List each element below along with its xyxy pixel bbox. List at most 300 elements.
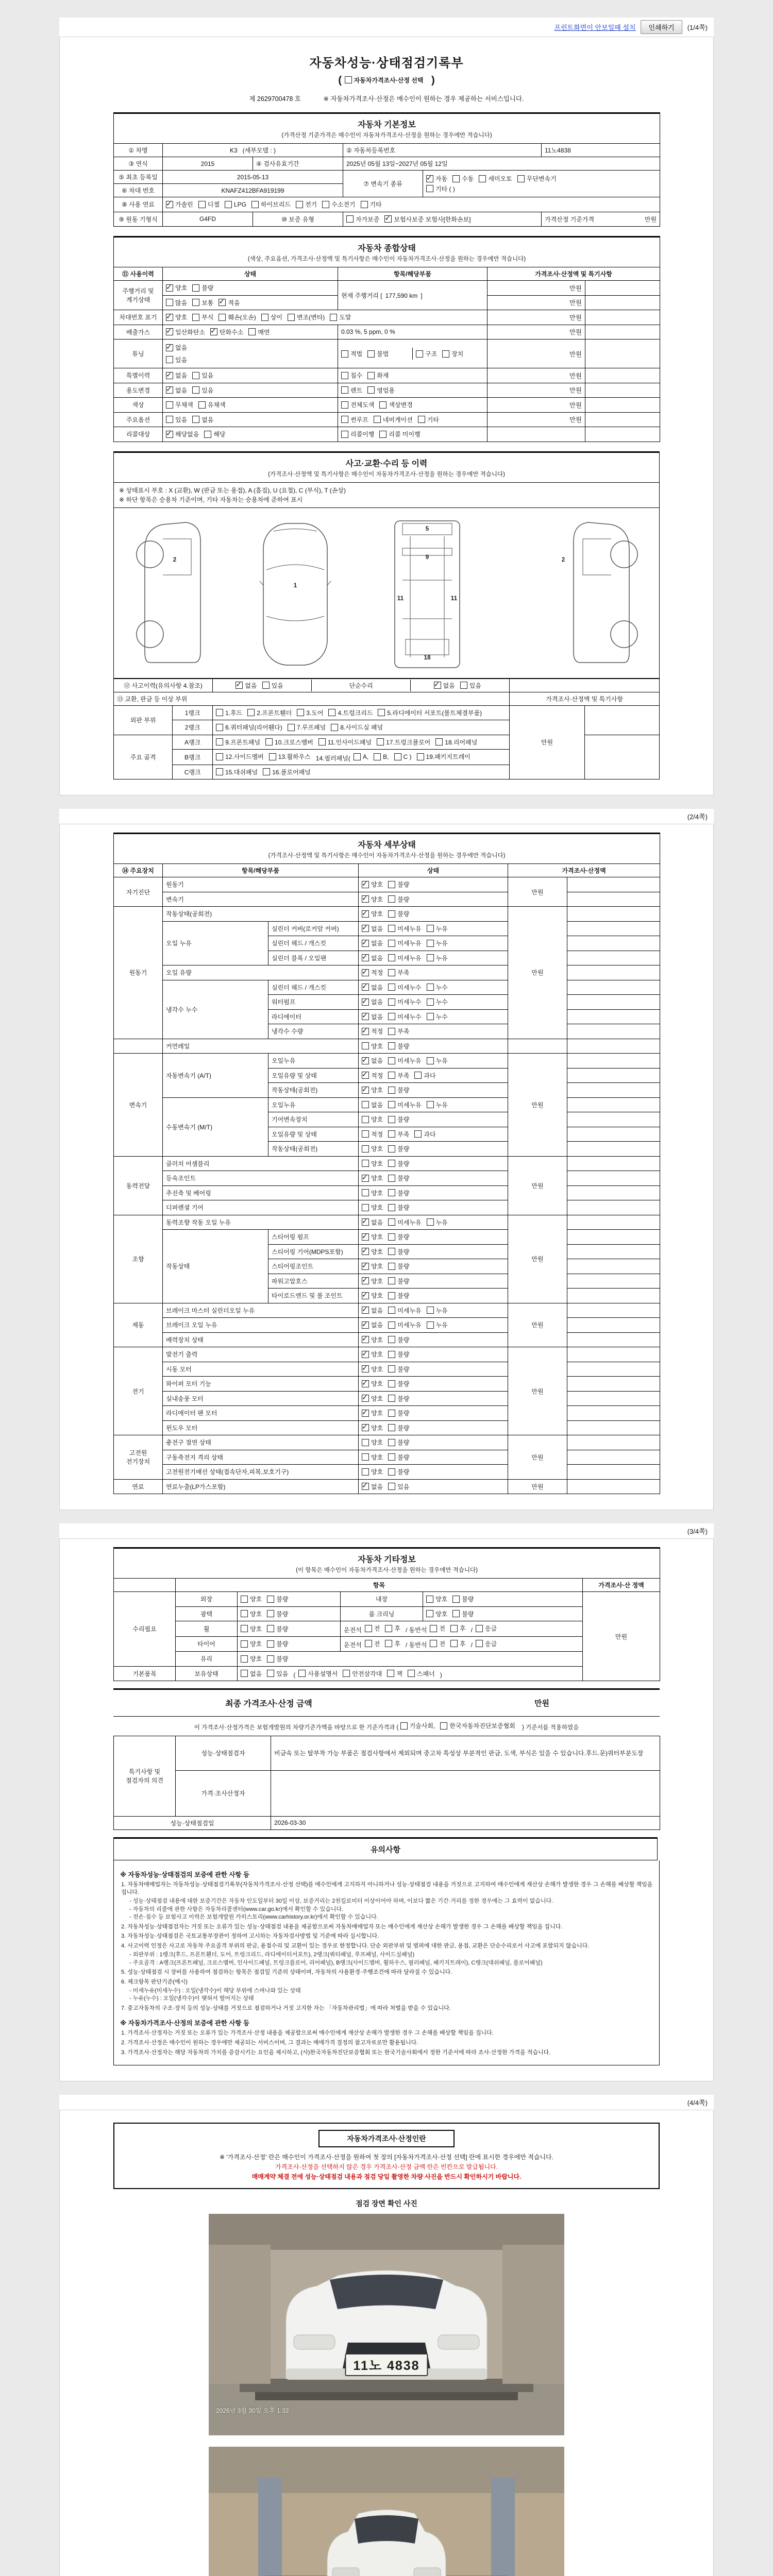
brake-3-state <box>359 1332 508 1347</box>
checkbox-option <box>414 1071 435 1080</box>
checkbox-label: 16.플로어패널 <box>272 768 311 776</box>
toolbar <box>59 18 714 37</box>
checkbox-label: 응급 <box>484 1625 497 1632</box>
checkbox-label: 양호 <box>371 1277 383 1285</box>
color-state <box>163 398 338 413</box>
unchecked-box-icon <box>426 1610 433 1617</box>
checked-box-icon <box>362 1013 369 1020</box>
checkbox-label: 불량 <box>397 1145 410 1153</box>
checkbox-label: 11.인사이드패널 <box>327 738 372 746</box>
emission-label: 배출가스 <box>114 325 163 340</box>
unchecked-box-icon <box>261 314 268 321</box>
page-marker-3: (3/4쪽) <box>687 1528 708 1535</box>
checkbox-option <box>362 1379 383 1388</box>
checkbox-label: 양호 <box>371 1365 383 1373</box>
checkbox-label: 없음 <box>371 954 383 962</box>
electric-remark-2 <box>567 1362 660 1377</box>
checkbox-label: 7.루프패널 <box>296 724 326 731</box>
overall-title: 자동차 종합상태 <box>114 237 660 255</box>
checkbox-option <box>388 1350 409 1359</box>
col-use-history: ⑪ 사용이력 <box>114 267 163 281</box>
checkbox-option <box>341 349 362 358</box>
oil-leak-1: 실린더 커버(로커암 커버) <box>268 921 359 936</box>
checkbox-option <box>452 1609 474 1618</box>
checkbox-label: 해당 <box>213 431 226 438</box>
checkbox-label: 구조 <box>425 350 438 358</box>
unchecked-box-icon <box>427 1013 434 1020</box>
power-4: 디퍼렌셜 기어 <box>163 1200 359 1215</box>
checkbox-label: 미세누유 <box>397 1057 422 1064</box>
checkbox-option <box>267 1669 288 1678</box>
checkbox-option <box>198 200 220 209</box>
electric-2-state <box>359 1362 508 1377</box>
rankB-label: B랭크 <box>173 750 213 765</box>
coolant-3: 라디에이터 <box>268 1009 359 1024</box>
checkbox-option <box>362 1365 383 1374</box>
checked-box-icon <box>166 431 173 438</box>
assessor-line-1: ※ '가격조사·산정' 란은 매수인이 가격조사·산정을 원하여 첫 장의 [자동차가격조사·산정 선택] 란에 표시한 경우에만 적습니다. <box>220 2153 553 2161</box>
checkbox-label: 양호 <box>371 910 383 918</box>
checkbox-option <box>427 939 448 947</box>
checkbox-option <box>362 997 383 1006</box>
tuning-detail <box>338 340 488 368</box>
checkbox-option <box>427 954 448 962</box>
unchecked-box-icon <box>388 1145 395 1153</box>
checkbox-option <box>426 1595 447 1603</box>
repair-wheel-detail <box>341 1621 583 1637</box>
checkbox-label: 무채색 <box>175 401 193 409</box>
checkbox-label: 전 <box>439 1640 446 1648</box>
checkbox-option <box>418 415 439 424</box>
checkbox-label: 자동 <box>435 175 448 182</box>
accident-history-cells <box>213 679 510 692</box>
hv-price: 만원 <box>508 1435 567 1480</box>
repair-wheel-label: 휠 <box>176 1621 238 1637</box>
assessor-notice-box <box>113 2123 660 2190</box>
usage-change-kind <box>338 383 488 398</box>
checkbox-label: 양호 <box>435 1596 448 1603</box>
steer-remark-2 <box>567 1230 660 1245</box>
unchecked-box-icon <box>269 753 276 760</box>
unchecked-box-icon <box>328 709 335 716</box>
engine-remark-8 <box>567 1009 660 1024</box>
basic-items-label: 기본품목 <box>114 1666 176 1681</box>
power-1-state <box>359 1156 508 1171</box>
checkbox-option <box>388 1365 409 1374</box>
checkbox-label: 있음 <box>276 1670 289 1677</box>
checkbox-label: 없음 <box>371 925 383 933</box>
inspector-opinion-text: 비금속 또는 탈부착 가능 부품은 점검사항에서 제외되며 중고차 특성상 부분적인 판금, 도색, 부식은 있을 수 있습니다.후드.문)쿼터부분도장 <box>271 1736 660 1770</box>
unchecked-box-icon <box>216 768 223 775</box>
subtitle-close-paren: ) <box>431 75 435 86</box>
unchecked-box-icon <box>388 1483 395 1490</box>
checkbox-option <box>362 1394 383 1403</box>
unchecked-box-icon <box>192 386 199 394</box>
checkbox-label: 양호 <box>371 1336 383 1344</box>
trans-remark-1 <box>567 1054 660 1069</box>
tuning-price: 만원 <box>488 340 585 368</box>
unchecked-box-icon <box>388 910 395 918</box>
inline-text: 운전석 <box>344 1626 362 1634</box>
checkbox-label: 미세누유 <box>397 1307 422 1314</box>
simple-repair-state <box>410 680 509 691</box>
checked-box-icon <box>362 1365 369 1372</box>
unchecked-box-icon <box>388 1468 395 1476</box>
selfdiag-trans: 변속기 <box>163 892 359 907</box>
checkbox-option <box>362 1350 383 1359</box>
transmission-options <box>423 171 660 197</box>
inspect-date-label: 성능·상태점검일 <box>114 1816 271 1829</box>
checkbox-option <box>362 1086 383 1094</box>
unchecked-box-icon <box>388 1307 395 1314</box>
checkbox-label: 불량 <box>462 1596 474 1603</box>
rank1-items <box>213 705 510 720</box>
checkbox-option <box>479 174 512 183</box>
checkbox-option <box>385 1624 400 1633</box>
checkbox-option <box>341 400 374 409</box>
checkbox-label: 불량 <box>397 1292 410 1299</box>
unchecked-box-icon <box>379 401 386 409</box>
steer-remark-3 <box>567 1244 660 1259</box>
checkbox-option <box>388 1453 409 1462</box>
checkbox-option <box>408 1669 435 1678</box>
checkbox-label: 불량 <box>397 910 410 918</box>
checkbox-option <box>435 738 477 747</box>
checkbox-label: 있음 <box>175 416 188 423</box>
checkbox-label: 전 <box>374 1640 380 1648</box>
checkbox-option <box>427 1320 448 1329</box>
at-1: 오일누유 <box>268 1054 359 1069</box>
mileage-current <box>338 281 488 310</box>
checkbox-option <box>166 400 193 409</box>
accident-code-notes <box>114 482 660 507</box>
power-2-state <box>359 1171 508 1186</box>
inline-text: / <box>470 1626 473 1634</box>
vin-mark-label: 차대번호 표기 <box>114 310 163 325</box>
unchecked-box-icon <box>435 738 443 745</box>
checkbox-label: 사용설명서 <box>308 1670 338 1677</box>
unchecked-box-icon <box>241 1596 248 1603</box>
checkbox-label: 적정 <box>371 969 383 976</box>
checkbox-option <box>362 1100 383 1109</box>
electric-remark-3 <box>567 1377 660 1392</box>
repair-tire-detail <box>341 1636 583 1652</box>
steer-6-state <box>359 1289 508 1303</box>
inline-text: / 동반석 <box>405 1626 427 1634</box>
checked-box-icon <box>362 1263 369 1270</box>
checkbox-label: 불량 <box>397 1189 410 1197</box>
checkbox-option <box>374 415 413 424</box>
checkbox-option <box>388 1056 421 1065</box>
repair-label: 수리필요 <box>114 1592 176 1667</box>
unchecked-box-icon <box>450 1640 458 1647</box>
checkbox-label: 6.쿼터패널(리어휀다) <box>225 724 282 731</box>
checkbox-label: 과다 <box>424 1072 436 1079</box>
unchecked-box-icon <box>388 881 395 888</box>
photo-front-illustration <box>209 2214 564 2435</box>
engine-type-value: G4FD <box>163 212 253 227</box>
checkbox-label: 불량 <box>276 1596 289 1603</box>
engine-label: 원동기 <box>114 907 163 1039</box>
unchecked-box-icon <box>408 1670 415 1677</box>
usage-change-state <box>163 383 338 398</box>
checkbox-label: 네비게이션 <box>382 416 413 423</box>
checked-box-icon <box>362 910 369 918</box>
mileage-remark-1 <box>585 281 660 296</box>
print-install-link[interactable]: 프린트화면이 안보일때 설치 <box>554 24 636 31</box>
checkbox-label: 불량 <box>462 1610 474 1618</box>
checkbox-option <box>241 1639 262 1648</box>
unchecked-box-icon <box>388 1175 395 1182</box>
checkbox-option <box>362 983 383 992</box>
checkbox-option <box>298 1669 338 1678</box>
checkbox-label: 불량 <box>397 1424 410 1432</box>
checked-box-icon <box>362 940 369 947</box>
notice-section-header: ※ 자동차성능·상태점검의 보증에 관한 사항 등 <box>120 1871 250 1878</box>
electric-5: 라디에이터 팬 모터 <box>163 1406 359 1421</box>
color-price: 만원 <box>488 398 585 413</box>
checkbox-option <box>362 968 383 977</box>
checkbox-option <box>388 954 421 962</box>
subtitle-open-paren: ( <box>338 75 342 86</box>
checkbox-option <box>387 1669 402 1678</box>
oil-leak-2-state <box>359 936 508 951</box>
checkbox-option <box>388 1320 421 1329</box>
mileage-price-2: 만원 <box>488 295 585 310</box>
print-preview-canvas <box>0 18 773 2576</box>
checkbox-option <box>388 909 409 918</box>
coolant-2-state <box>359 995 508 1010</box>
checkbox-label: 자동차가격조사·산정 선택 <box>354 76 424 84</box>
unchecked-box-icon <box>241 1670 248 1677</box>
notice-body <box>113 1860 660 2065</box>
checkbox-label: 누유 <box>435 954 448 962</box>
checkbox-label: 없음 <box>371 1218 383 1226</box>
checkbox-label: 양호 <box>371 1233 383 1241</box>
basic-info-note: (가격산정 기준가격은 매수인이 자동차가격조사·산정을 원하는 경우에만 적습니다) <box>114 131 660 144</box>
checkbox-label: 8.사이드실 패널 <box>340 724 383 731</box>
unchecked-box-icon <box>362 1116 369 1123</box>
brake-1: 브레이크 마스터 실린더오일 누유 <box>163 1303 359 1318</box>
steer-2-state <box>359 1230 508 1245</box>
hv-3: 고전원전기배선 상태(접속단자,피복,보호기구) <box>163 1465 359 1480</box>
engine-price: 만원 <box>508 907 567 1039</box>
checkbox-label: 리콜 미이행 <box>389 431 421 438</box>
checkbox-label: 불법 <box>377 350 389 358</box>
vin-mark-remark <box>585 310 660 325</box>
unchecked-box-icon <box>388 1321 395 1329</box>
unchecked-box-icon <box>331 724 338 731</box>
checkbox-label: 양호 <box>371 1263 383 1270</box>
checked-box-icon <box>362 1028 369 1035</box>
trans-price: 만원 <box>508 1054 567 1157</box>
page-3 <box>59 1538 714 2081</box>
print-button[interactable]: 인쇄하기 <box>641 20 682 34</box>
unchecked-box-icon <box>362 1439 369 1446</box>
unchecked-box-icon <box>388 1248 395 1255</box>
checkbox-option <box>265 738 313 747</box>
unchecked-box-icon <box>388 998 395 1006</box>
unchecked-box-icon <box>418 416 425 423</box>
unchecked-box-icon <box>361 201 368 208</box>
checkbox-label: 불량 <box>397 1351 410 1358</box>
unchecked-box-icon <box>430 1640 437 1647</box>
repair-glass-label: 유리 <box>176 1652 238 1667</box>
checkbox-label: 미세누유 <box>397 1218 422 1226</box>
checkbox-label: 일산화탄소 <box>175 328 205 336</box>
at-1-state <box>359 1054 508 1069</box>
car-name-label: ① 차명 <box>114 144 163 157</box>
notice-item: 3. 자동차성능·상태점검은 국토교통부장관이 정하여 고시하는 자동차검사방법 및 기준에 따라 실시합니다. <box>121 1933 379 1940</box>
checkbox-option <box>374 753 389 760</box>
checkbox-option <box>377 738 430 747</box>
at-2: 오일유량 및 상태 <box>268 1068 359 1083</box>
checkbox-option <box>251 200 291 209</box>
checked-box-icon <box>362 1424 369 1431</box>
checkbox-label: 양호 <box>371 1453 383 1461</box>
checkbox-option <box>388 939 421 947</box>
checked-box-icon <box>362 1072 369 1079</box>
checkbox-option <box>367 349 389 358</box>
checkbox-label: 전기 <box>305 201 317 208</box>
special-history-kind <box>338 368 488 383</box>
checkbox-label: 훼손(오손) <box>228 314 256 321</box>
oil-leak-label: 오일 누유 <box>163 921 268 965</box>
checked-box-icon <box>362 1395 369 1402</box>
frame-label: 주요 골격 <box>114 735 173 779</box>
checkbox-label: 양호 <box>371 1424 383 1432</box>
diagram-part-number: 9 <box>425 553 429 561</box>
checkbox-label: 영업용 <box>377 386 395 394</box>
doc-number: 제 2629700478 호 <box>249 95 301 103</box>
unchecked-box-icon <box>362 1189 369 1196</box>
power-2: 등속조인트 <box>163 1171 359 1186</box>
fuel-remark-1 <box>567 1479 660 1494</box>
checkbox-label: 불량 <box>397 1263 410 1270</box>
model-year-value: 2015 <box>163 157 253 171</box>
checkbox-option <box>388 1262 409 1270</box>
unchecked-box-icon <box>341 372 348 379</box>
checkbox-option <box>430 1624 445 1633</box>
mt-3: 오일유량 및 상태 <box>268 1127 359 1142</box>
unchecked-box-icon <box>267 1625 274 1632</box>
checkbox-option <box>427 997 448 1006</box>
unchecked-box-icon <box>192 314 199 321</box>
checkbox-label: 없음 <box>175 344 188 351</box>
checkbox-label: 있음 <box>469 682 481 689</box>
unchecked-box-icon <box>388 984 395 991</box>
checked-box-icon <box>362 925 369 932</box>
checkbox-option <box>225 201 246 208</box>
page-marker-bar-3 <box>59 1523 714 1538</box>
unchecked-box-icon <box>367 350 375 358</box>
checkbox-label: 없음 <box>371 984 383 991</box>
main-option-kind <box>338 412 488 427</box>
checkbox-label: 후 <box>460 1625 466 1632</box>
unchecked-box-icon <box>388 1130 395 1138</box>
special-history-remark <box>585 368 660 383</box>
checkbox-label: 화재 <box>377 372 389 379</box>
checkbox-label: 불량 <box>397 1439 410 1446</box>
tuning-label: 튜닝 <box>114 340 163 368</box>
checkbox-label: 있음 <box>175 356 188 364</box>
selfdiag-label: 자기진단 <box>114 877 163 907</box>
checkbox-label: 불량 <box>397 1116 410 1123</box>
commonrail-label: 커먼레일 <box>163 1039 359 1054</box>
unchecked-box-icon <box>388 1277 395 1284</box>
special-history-label: 특별이력 <box>114 368 163 383</box>
unchecked-box-icon <box>241 1640 248 1648</box>
inline-text: 14.필러패널( <box>315 754 350 762</box>
electric-3-state <box>359 1377 508 1392</box>
diagram-part-number: 2 <box>561 555 565 563</box>
checked-box-icon <box>362 1321 369 1329</box>
rankA-items <box>213 735 510 750</box>
unchecked-box-icon <box>427 925 434 932</box>
mileage-state-1 <box>163 281 338 296</box>
accident-history-label: ⑫ 사고이력(유의사항 4.참조) <box>114 679 213 692</box>
emission-options <box>163 325 338 340</box>
unchecked-box-icon <box>388 1204 395 1211</box>
trans-remark-5 <box>567 1112 660 1127</box>
unchecked-box-icon <box>388 1013 395 1020</box>
tuning-legal-group <box>338 348 412 360</box>
fuel-1-state <box>359 1479 508 1494</box>
checked-box-icon <box>219 299 226 306</box>
checkbox-option <box>417 752 470 761</box>
mt-2: 기어변속장치 <box>268 1112 359 1127</box>
checkbox-label: 양호 <box>250 1640 262 1648</box>
checkbox-option <box>345 76 424 84</box>
checkbox-option <box>362 1203 383 1212</box>
checkbox-option <box>241 1669 262 1678</box>
tuning-none <box>166 342 334 354</box>
checkbox-label: 적법 <box>350 350 363 358</box>
notice-item: 2. 가격조사·산정은 매수인이 원하는 경우에만 제공되는 서비스이며, 그 결과는 매매가격 결정의 참고자료로만 활용됩니다. <box>121 2039 418 2046</box>
checkbox-option <box>427 924 448 933</box>
checked-box-icon <box>384 215 392 223</box>
checked-box-icon <box>426 175 433 182</box>
basis-note-orgs <box>400 1722 520 1731</box>
checkbox-option <box>385 1639 400 1648</box>
checkbox-option <box>388 880 409 889</box>
coolant-3-state <box>359 1009 508 1024</box>
unchecked-box-icon <box>377 738 384 745</box>
coolant-4-state <box>359 1024 508 1039</box>
unchecked-box-icon <box>388 1072 395 1079</box>
checkbox-option <box>388 983 421 992</box>
checkbox-option <box>388 1218 421 1227</box>
unchecked-box-icon <box>388 895 395 903</box>
checkbox-label: 없음 <box>245 682 257 689</box>
checkbox-label: 미세누수 <box>397 998 422 1006</box>
vin-label: ⑥ 차대 번호 <box>114 184 163 197</box>
unchecked-box-icon <box>388 1336 395 1343</box>
unchecked-box-icon <box>388 1351 395 1358</box>
checkbox-label: 썬루프 <box>350 416 368 423</box>
tuning-remark <box>585 340 660 368</box>
rank2-label: 2랭크 <box>173 720 213 735</box>
special-notes-table <box>113 1736 660 1830</box>
checkbox-option <box>288 723 326 732</box>
checkbox-option <box>166 343 187 352</box>
steer-5-state <box>359 1274 508 1289</box>
fuel-price: 만원 <box>508 1479 567 1494</box>
steer-price: 만원 <box>508 1215 567 1303</box>
inspection-period-value: 2025년 05월 13일~2027년 05월 12일 <box>343 157 660 171</box>
checkbox-option <box>379 430 420 438</box>
checkbox-label: 가솔린 <box>175 201 193 208</box>
